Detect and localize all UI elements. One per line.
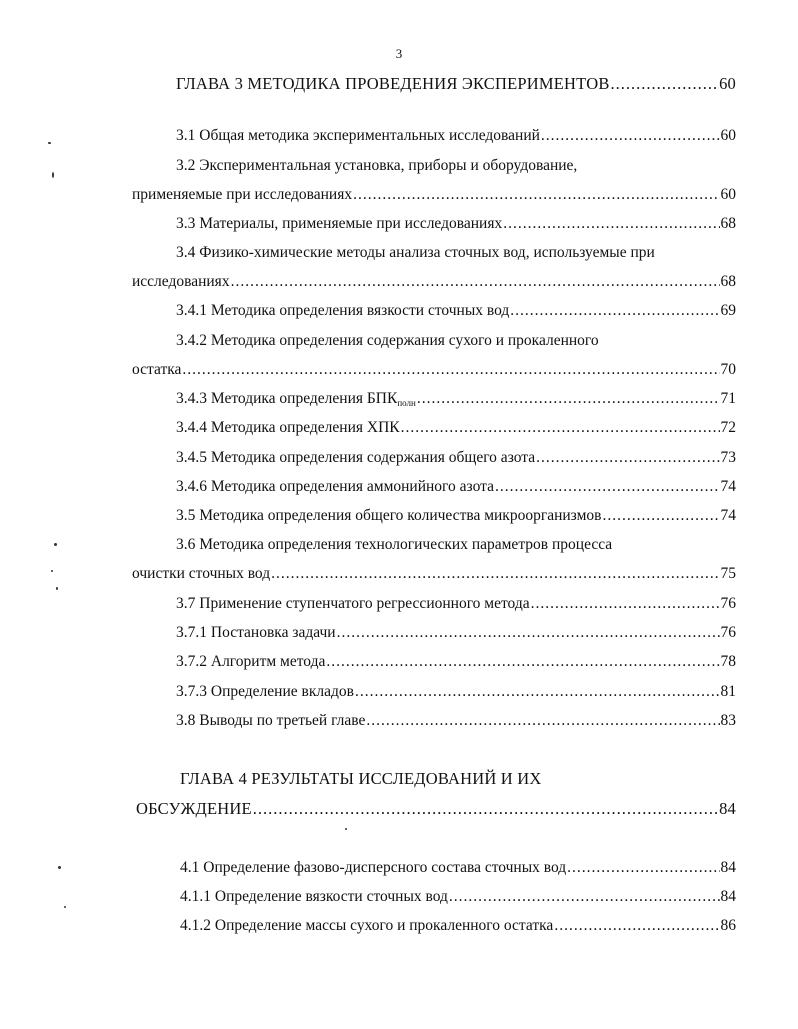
toc-entry-3-4-4 <box>176 418 736 438</box>
toc-entry-3-6 <box>132 564 736 584</box>
toc-page: 73 <box>720 449 736 466</box>
toc-page: 60 <box>720 127 736 144</box>
toc-title-subscript: полн <box>397 398 416 408</box>
toc-page: 60 <box>719 74 736 93</box>
toc-entry-3-3 <box>176 214 736 234</box>
scan-speck <box>54 543 57 546</box>
toc-entry-3-4-line1: 3.4 Физико-химические методы анализа сточных вод, используемые при <box>176 244 655 261</box>
scan-speck <box>56 587 58 590</box>
toc-title: 3.7 Применение ступенчатого регрессионного метода <box>176 595 530 612</box>
toc-page: 69 <box>720 302 736 319</box>
toc-page: 83 <box>720 712 736 729</box>
scan-speck <box>64 906 66 908</box>
toc-page: 68 <box>720 215 736 232</box>
toc-title: 4.1.2 Определение массы сухого и прокаленного остатка <box>180 917 554 934</box>
scan-speck <box>58 866 61 869</box>
toc-chapter-4-line1: ГЛАВА 4 РЕЗУЛЬТАТЫ ИССЛЕДОВАНИЙ И ИХ <box>180 769 542 788</box>
toc-title: 3.3 Материалы, применяемые при исследованиях <box>176 215 503 232</box>
toc-entry-3-4 <box>132 272 736 292</box>
toc-entry-3-4-6 <box>176 477 736 497</box>
toc-title <box>176 389 416 413</box>
scan-speck <box>51 570 53 572</box>
toc-page: 68 <box>720 273 736 290</box>
toc-entry-3-7-3 <box>176 682 736 702</box>
toc-entry-4-1-1 <box>180 887 736 907</box>
scan-speck <box>48 142 51 144</box>
toc-title: 3.4.5 Методика определения содержания общего азота <box>176 449 536 466</box>
toc-entry-3-2 <box>132 185 736 205</box>
toc-page: 84 <box>720 888 736 905</box>
toc-page: 84 <box>719 799 736 818</box>
toc-entry-3-5 <box>176 506 736 526</box>
toc-title: 3.4.1 Методика определения вязкости сточных вод <box>176 302 510 319</box>
toc-title: 3.4.6 Методика определения аммонийного азота <box>176 478 494 495</box>
toc-page: 84 <box>720 859 736 876</box>
toc-page: 72 <box>720 419 736 436</box>
toc-page: 75 <box>720 565 736 582</box>
toc-title: 4.1.1 Определение вязкости сточных вод <box>180 888 448 905</box>
toc-title: 3.8 Выводы по третьей главе <box>176 712 366 729</box>
toc-page: 74 <box>720 478 736 495</box>
toc-page: 86 <box>720 917 736 934</box>
toc-entry-3-4-2-line1: 3.4.2 Методика определения содержания сухого и прокаленного <box>176 332 599 349</box>
toc-entry-4-1-2 <box>180 916 736 936</box>
toc-title-text: 3.4.3 Методика определения БПК <box>176 390 398 407</box>
toc-page: 60 <box>720 186 736 203</box>
toc-entry-3-4-1 <box>176 301 736 321</box>
toc-page: 71 <box>720 390 736 407</box>
toc-title: 3.1 Общая методика экспериментальных исследований <box>176 127 540 144</box>
toc-entry-3-8 <box>176 711 736 731</box>
toc-entry-3-1 <box>176 126 736 146</box>
toc-entry-3-4-3 <box>176 389 736 413</box>
scan-speck <box>52 172 54 178</box>
toc-entry-3-4-2 <box>132 360 736 380</box>
toc-entry-3-6-line1: 3.6 Методика определения технологических параметров процесса <box>176 536 613 553</box>
scan-speck <box>345 828 347 830</box>
toc-title: 4.1 Определение фазово-дисперсного состава сточных вод <box>180 859 567 876</box>
toc-page: 81 <box>720 683 736 700</box>
toc-title: применяемые при исследованиях <box>132 186 353 203</box>
toc-page: 78 <box>720 653 736 670</box>
toc-title: ГЛАВА 3 МЕТОДИКА ПРОВЕДЕНИЯ ЭКСПЕРИМЕНТОВ <box>176 74 610 93</box>
toc-entry-4-1 <box>180 858 736 878</box>
toc-entry-3-4-5 <box>176 448 736 468</box>
toc-title: 3.7.3 Определение вкладов <box>176 683 354 700</box>
toc-title: 3.4.4 Методика определения ХПК <box>176 419 400 436</box>
toc-entry-3-2-line1: 3.2 Экспериментальная установка, приборы и оборудование, <box>176 157 578 174</box>
toc-entry-3-7-2 <box>176 652 736 672</box>
toc-chapter-4 <box>136 799 736 819</box>
toc-title: исследованиях <box>132 273 230 290</box>
toc-entry-3-7-1 <box>176 623 736 643</box>
toc-title: очистки сточных вод <box>132 565 271 582</box>
page-number: 3 <box>395 46 403 61</box>
toc-page: 76 <box>720 624 736 641</box>
toc-page: 76 <box>720 595 736 612</box>
toc-page: 70 <box>720 361 736 378</box>
toc-title: 3.7.2 Алгоритм метода <box>176 653 326 670</box>
toc-title: 3.5 Методика определения общего количества микроорганизмов <box>176 507 602 524</box>
toc-title: ОБСУЖДЕНИЕ <box>136 799 252 818</box>
toc-entry-3-7 <box>176 594 736 614</box>
toc-title: остатка <box>132 361 182 378</box>
toc-chapter-3 <box>176 74 736 94</box>
toc-page: 74 <box>720 507 736 524</box>
toc-title: 3.7.1 Постановка задачи <box>176 624 336 641</box>
